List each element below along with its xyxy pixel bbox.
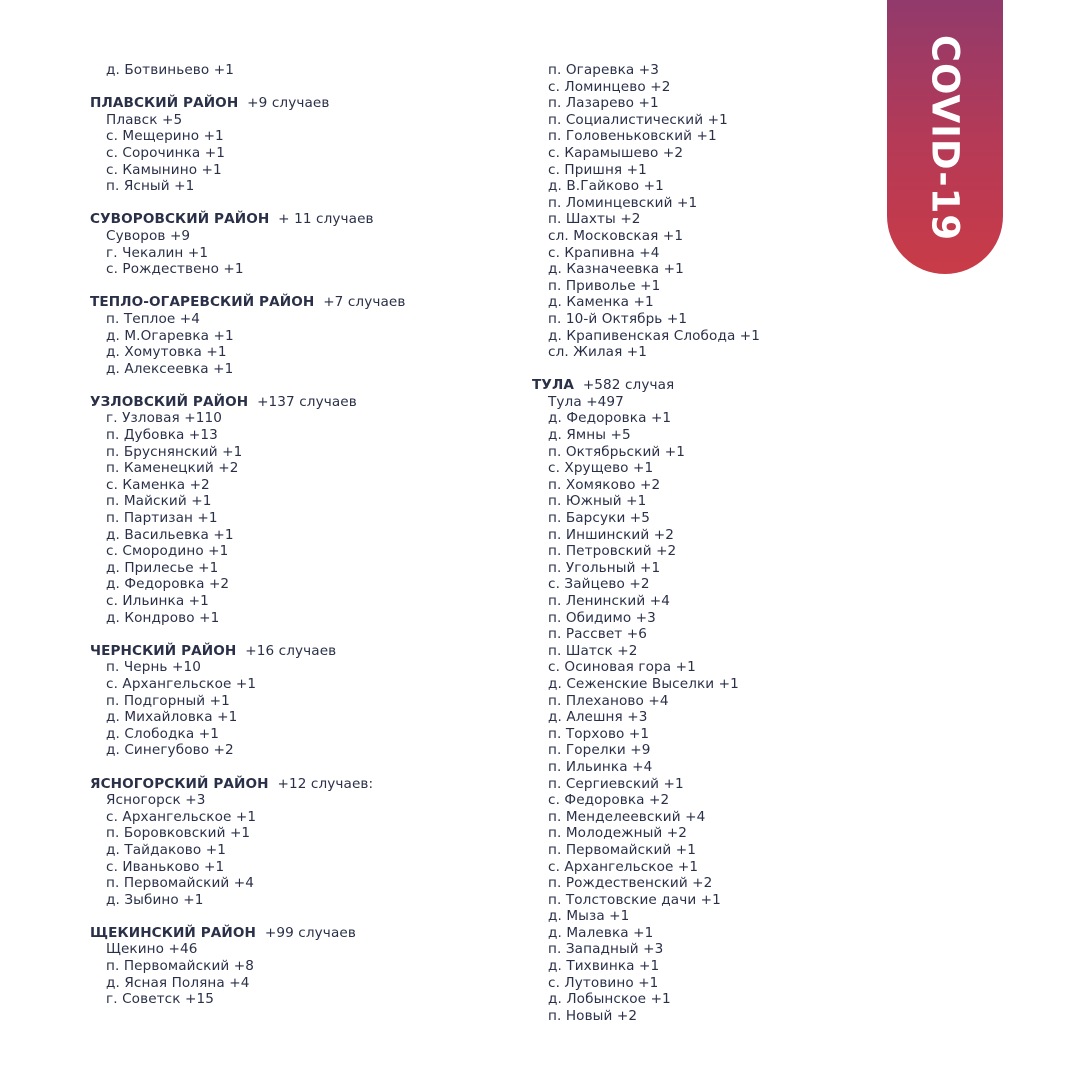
locality-item: п. Ленинский +4 [548, 593, 670, 609]
district-section [90, 211, 520, 277]
locality-item: п. Барсуки +5 [548, 510, 651, 527]
locality-item: п. Горелки +9 [548, 742, 651, 759]
locality-item: д. Михайловка +1 [106, 709, 238, 726]
locality-item: с. Лутовино +1 [548, 974, 659, 991]
locality-item: с. Крапивна +4 [548, 244, 660, 261]
locality-item: д. Каменка +1 [548, 294, 654, 311]
district-section [90, 776, 520, 909]
locality-item: д. Федоровка +1 [548, 410, 672, 427]
district-section [90, 643, 520, 759]
locality-item: д. Прилесье +1 [106, 559, 219, 576]
locality-item: Ясногорск +3 [106, 792, 206, 809]
district-header [90, 394, 520, 411]
locality-item: п. Торхово +1 [548, 725, 650, 742]
district-case-count: +99 случаев [264, 924, 356, 941]
locality-item: п. Каменецкий +2 [106, 460, 239, 477]
locality-item: Тула +497 [548, 393, 624, 410]
locality-item: п. Западный +3 [548, 941, 664, 958]
locality-item: с. Рождествено +1 [106, 261, 244, 278]
left-column [90, 62, 520, 1024]
district-section [90, 394, 520, 626]
locality-item: п. Ильинка +4 [548, 758, 653, 775]
district-header [532, 377, 862, 394]
locality-item: п. Огаревка +3 [548, 62, 660, 78]
locality-item: с. Сорочинка +1 [106, 144, 226, 161]
locality-item: п. Плеханово +4 [548, 692, 669, 709]
locality-item: с. Каменка +2 [106, 476, 210, 493]
district-header [90, 925, 520, 942]
locality-item: п. Дубовка +13 [106, 427, 218, 444]
district-header [90, 643, 520, 660]
locality-item: п. Майский +1 [106, 493, 212, 510]
district-header [90, 294, 520, 311]
district-section [532, 62, 862, 361]
locality-item: п. Обидимо +3 [548, 609, 656, 626]
locality-item: п. Октябрьский +1 [548, 443, 685, 460]
locality-item: д. Казначеевка +1 [548, 261, 684, 278]
locality-item: п. Партизан +1 [106, 510, 218, 527]
district-section [90, 95, 520, 195]
locality-item: п. Бруснянский +1 [106, 443, 243, 460]
locality-item: п. Рождественский +2 [548, 875, 713, 892]
locality-item: п. Иншинский +2 [548, 526, 674, 543]
locality-item: д. Слободка +1 [106, 725, 219, 742]
locality-item: п. Чернь +10 [106, 659, 201, 676]
locality-item: п. Социалистический +1 [548, 111, 728, 128]
locality-item: д. Ясная Поляна +4 [106, 974, 250, 991]
locality-item: с. Камынино +1 [106, 161, 222, 178]
locality-item: п. Первомайский +8 [106, 958, 255, 975]
locality-item: п. Головеньковский +1 [548, 128, 717, 145]
locality-item: сл. Жилая +1 [548, 344, 648, 361]
locality-item: д. Мыза +1 [548, 908, 630, 925]
locality-item: д. Тайдаково +1 [106, 841, 226, 858]
locality-item: с. Зайцево +2 [548, 576, 650, 593]
locality-item: д. Хомутовка +1 [106, 344, 227, 361]
locality-item: с. Архангельское +1 [106, 675, 257, 692]
district-section [532, 377, 862, 1024]
locality-item: д. Зыбино +1 [106, 891, 204, 908]
locality-item: д. М.Огаревка +1 [106, 327, 234, 344]
locality-item: г. Узловая +110 [106, 410, 222, 427]
district-name: ПЛАВСКИЙ РАЙОН [90, 95, 239, 112]
locality-item: п. Приволье +1 [548, 277, 661, 294]
district-name: ЧЕРНСКИЙ РАЙОН [90, 642, 237, 659]
locality-item: с. Ломинцево +2 [548, 78, 671, 95]
locality-item: п. Южный +1 [548, 493, 647, 510]
locality-item: с. Архангельское +1 [106, 808, 257, 825]
locality-item: г. Чекалин +1 [106, 244, 209, 261]
locality-item: с. Хрущево +1 [548, 460, 654, 477]
locality-item: д. Тихвинка +1 [548, 958, 660, 975]
locality-item: п. Первомайский +1 [548, 841, 697, 858]
district-name: ТЕПЛО-ОГАРЕВСКИЙ РАЙОН [90, 294, 315, 311]
locality-item: г. Советск +15 [106, 991, 214, 1008]
district-case-count: +16 случаев [245, 642, 337, 659]
district-header [90, 95, 520, 112]
district-name: ЩЕКИНСКИЙ РАЙОН [90, 924, 257, 941]
locality-item: с. Смородино +1 [106, 543, 229, 560]
locality-item: с. Осиновая гора +1 [548, 659, 696, 676]
locality-item: п. Ясный +1 [106, 178, 195, 195]
locality-item: п. Менделеевский +4 [548, 808, 706, 825]
district-section [90, 925, 520, 1008]
district-header [90, 776, 520, 793]
locality-item: п. Лазарево +1 [548, 95, 659, 112]
district-name: ТУЛА [532, 377, 574, 394]
locality-item: Щекино +46 [106, 941, 198, 958]
locality-item: п. Ломинцевский +1 [548, 194, 698, 211]
locality-item: п. Молодежный +2 [548, 825, 688, 842]
locality-item: д. В.Гайково +1 [548, 178, 664, 195]
locality-item: п. Первомайский +4 [106, 875, 255, 892]
locality-item: д. Малевка +1 [548, 924, 654, 941]
district-case-count: +137 случаев [257, 393, 357, 410]
locality-item: п. Петровский +2 [548, 543, 677, 560]
locality-item: п. Толстовские дачи +1 [548, 891, 721, 908]
district-case-count: +9 случаев [247, 95, 330, 112]
locality-item: д. Алешня +3 [548, 709, 648, 726]
locality-item: п. Угольный +1 [548, 559, 661, 576]
covid-badge [887, 0, 1003, 274]
locality-item: д. Ямны +5 [548, 427, 631, 444]
locality-item: д. Федоровка +2 [106, 576, 230, 593]
locality-item: д. Синегубово +2 [106, 742, 234, 759]
locality-item: п. Боровковский +1 [106, 825, 251, 842]
locality-item: п. Новый +2 [548, 1007, 638, 1024]
locality-item: с. Федоровка +2 [548, 792, 670, 809]
district-name: СУВОРОВСКИЙ РАЙОН [90, 211, 270, 228]
right-column [532, 62, 862, 1041]
locality-item: д. Сеженские Выселки +1 [548, 675, 739, 692]
district-case-count: +582 случая [582, 377, 675, 394]
locality-item: д. Васильевка +1 [106, 526, 234, 543]
locality-item: с. Ильинка +1 [106, 593, 209, 609]
locality-item: сл. Московская +1 [548, 227, 684, 244]
locality-item: п. Теплое +4 [106, 310, 201, 327]
locality-item: д. Алексеевка +1 [106, 360, 234, 377]
locality-item: Плавск +5 [106, 111, 183, 128]
district-section [90, 62, 520, 79]
locality-item: п. Рассвет +6 [548, 626, 647, 643]
locality-item: п. Шахты +2 [548, 211, 641, 228]
locality-item: п. Шатск +2 [548, 642, 638, 659]
locality-item: д. Лобынское +1 [548, 991, 671, 1008]
locality-item: с. Иваньково +1 [106, 858, 225, 875]
district-case-count: +7 случаев [323, 294, 406, 311]
covid-badge-label: COVID-19 [923, 34, 967, 242]
locality-item: д. Крапивенская Слобода +1 [548, 327, 761, 344]
district-name: УЗЛОВСКИЙ РАЙОН [90, 393, 249, 410]
locality-item: с. Пришня +1 [548, 161, 647, 178]
district-name: ЯСНОГОРСКИЙ РАЙОН [90, 775, 269, 792]
district-section [90, 294, 520, 377]
locality-item: с. Мещерино +1 [106, 128, 224, 145]
locality-item: п. Подгорный +1 [106, 692, 230, 709]
locality-item: п. 10-й Октябрь +1 [548, 310, 688, 327]
locality-item: д. Кондрово +1 [106, 609, 220, 626]
locality-item: п. Хомяково +2 [548, 476, 661, 493]
district-header [90, 211, 520, 228]
locality-item: Суворов +9 [106, 227, 191, 244]
district-case-count: +12 случаев: [277, 775, 374, 792]
locality-item: с. Архангельское +1 [548, 858, 699, 875]
district-case-count: + 11 случаев [278, 211, 374, 228]
locality-item: с. Карамышево +2 [548, 144, 684, 161]
locality-item: п. Сергиевский +1 [548, 775, 684, 792]
locality-item: д. Ботвиньево +1 [106, 62, 234, 78]
